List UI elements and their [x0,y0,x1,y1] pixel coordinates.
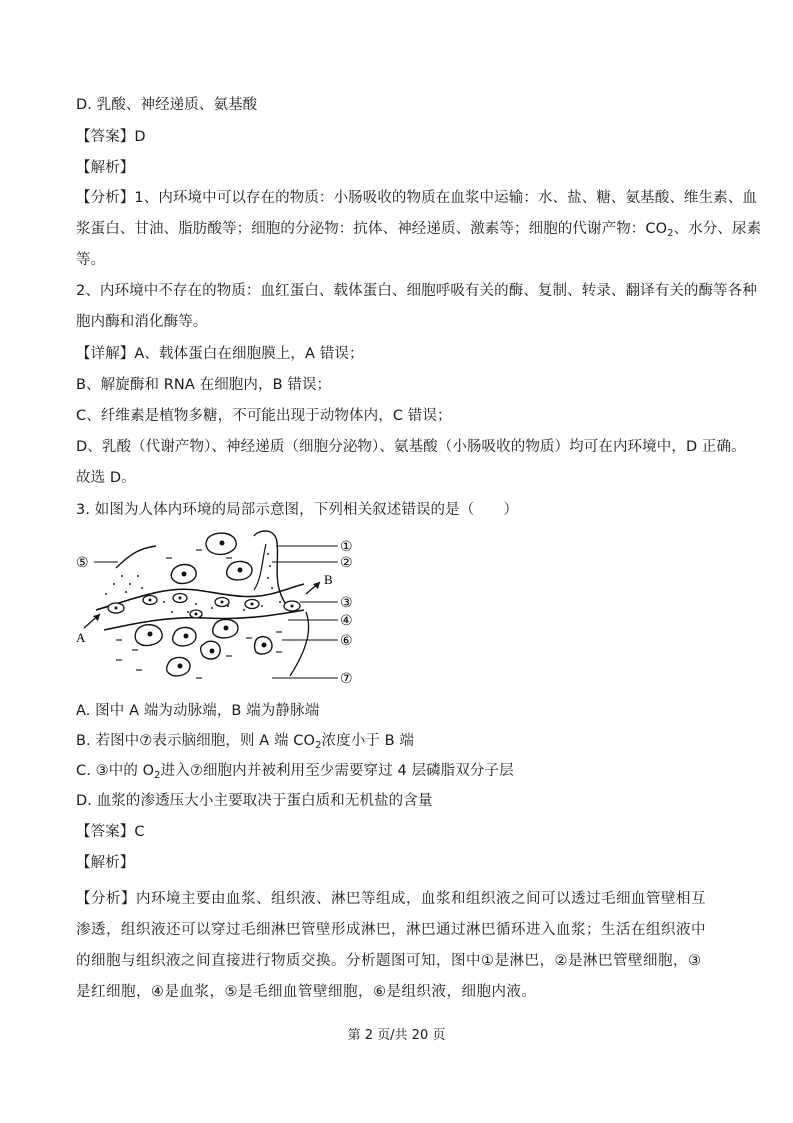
q3-answer: 【答案】C [76,824,145,840]
label-5: ⑤ [76,555,89,571]
capillary-wall-top-left [116,546,156,568]
label-6: ⑥ [340,633,353,649]
q3-option-c [76,761,514,786]
label-3: ③ [340,595,353,611]
label-7: ⑦ [340,671,353,687]
q2-answer: 【答案】D [76,129,146,145]
label-b: B [324,572,333,587]
q3-analysis-paragraph: 【分析】内环境主要由血浆、组织液、淋巴等组成，血浆和组织液之间可以透过毛细血管壁相互渗透，组织液还可以穿过毛细淋巴管壁形成淋巴，淋巴通过淋巴循环进入血浆；生活在组织液中的细胞与组织液之间直接进行物质交换。分析题图可知，图中①是淋巴，②是淋巴管壁细胞，③是红细胞，④是血浆，⑤是毛细血管壁细胞，⑥是组织液，细胞内液。 [76,891,706,1000]
q3-stem: 3. 如图为人体内环境的局部示意图，下列相关叙述错误的是（ ） [76,502,519,518]
q2-analysis-line-2-tail: 、水分、尿素 [673,221,762,237]
label-1: ① [340,539,353,555]
q2-detail-d: D、乳酸（代谢产物）、神经递质（细胞分泌物）、氨基酸（小肠吸收的物质）均可在内环境中，D 正确。 [76,439,746,455]
q3-analysis-label: 【解析】 [76,855,135,871]
label-4: ④ [340,613,353,629]
q2-option-d: D. 乳酸、神经递质、氨基酸 [76,97,258,113]
q2-analysis-line-2 [76,219,761,244]
q3-option-b-post: 浓度小于 B 端 [321,733,414,749]
q3-option-c-pre: C. ③中的 O [76,763,155,779]
internal-environment-diagram [76,528,366,688]
co2-subscript: 2 [315,740,322,751]
q2-analysis-line-1: 【分析】1、内环境中可以存在的物质：小肠吸收的物质在血浆中运输：水、盐、糖、氨基酸、维生素、血 [76,190,757,206]
capillary-wall-lower [104,610,304,630]
q2-detail-c: C、纤维素是植物多糖，不可能出现于动物体内，C 错误； [76,408,452,424]
q3-option-b [76,731,414,756]
label-2: ② [340,555,353,571]
q2-analysis-line-4: 2、内环境中不存在的物质：血红蛋白、载体蛋白、细胞呼吸有关的酶、复制、转录、翻译有关的酶等各种 [76,283,757,299]
o2-subscript: 2 [154,770,161,781]
q2-analysis-line-5: 胞内酶和消化酶等。 [76,314,208,330]
tissue-boundary-right [290,612,309,676]
page-footer: 第 2 页/共 20 页 [347,1028,446,1043]
q2-analysis-line-3: 等。 [76,252,106,268]
q2-analysis-line-2-text: 浆蛋白、甘油、脂肪酸等；细胞的分泌物：抗体、神经递质、激素等；细胞的代谢产物：CO [76,221,668,237]
q2-detail-a: 【详解】A、载体蛋白在细胞膜上，A 错误； [76,346,364,362]
blood-cell-dots [115,597,294,616]
q2-conclusion: 故选 D。 [76,470,136,486]
co2-subscript: 2 [667,228,674,239]
q3-option-d: D. 血浆的渗透压大小主要取决于蛋白质和无机盐的含量 [76,793,433,809]
lymph-vessel-wall-inner [254,544,266,590]
q3-option-c-post: 进入⑦细胞内并被利用至少需要穿过 4 层磷脂双分子层 [160,763,514,779]
q3-option-a: A. 图中 A 端为动脉端，B 端为静脉端 [76,703,320,719]
q3-option-b-pre: B. 若图中⑦表示脑细胞，则 A 端 CO [76,733,316,749]
label-a: A [76,630,86,645]
q2-analysis-label: 【解析】 [76,160,135,176]
q2-detail-b: B、解旋酶和 RNA 在细胞内，B 错误； [76,377,332,393]
